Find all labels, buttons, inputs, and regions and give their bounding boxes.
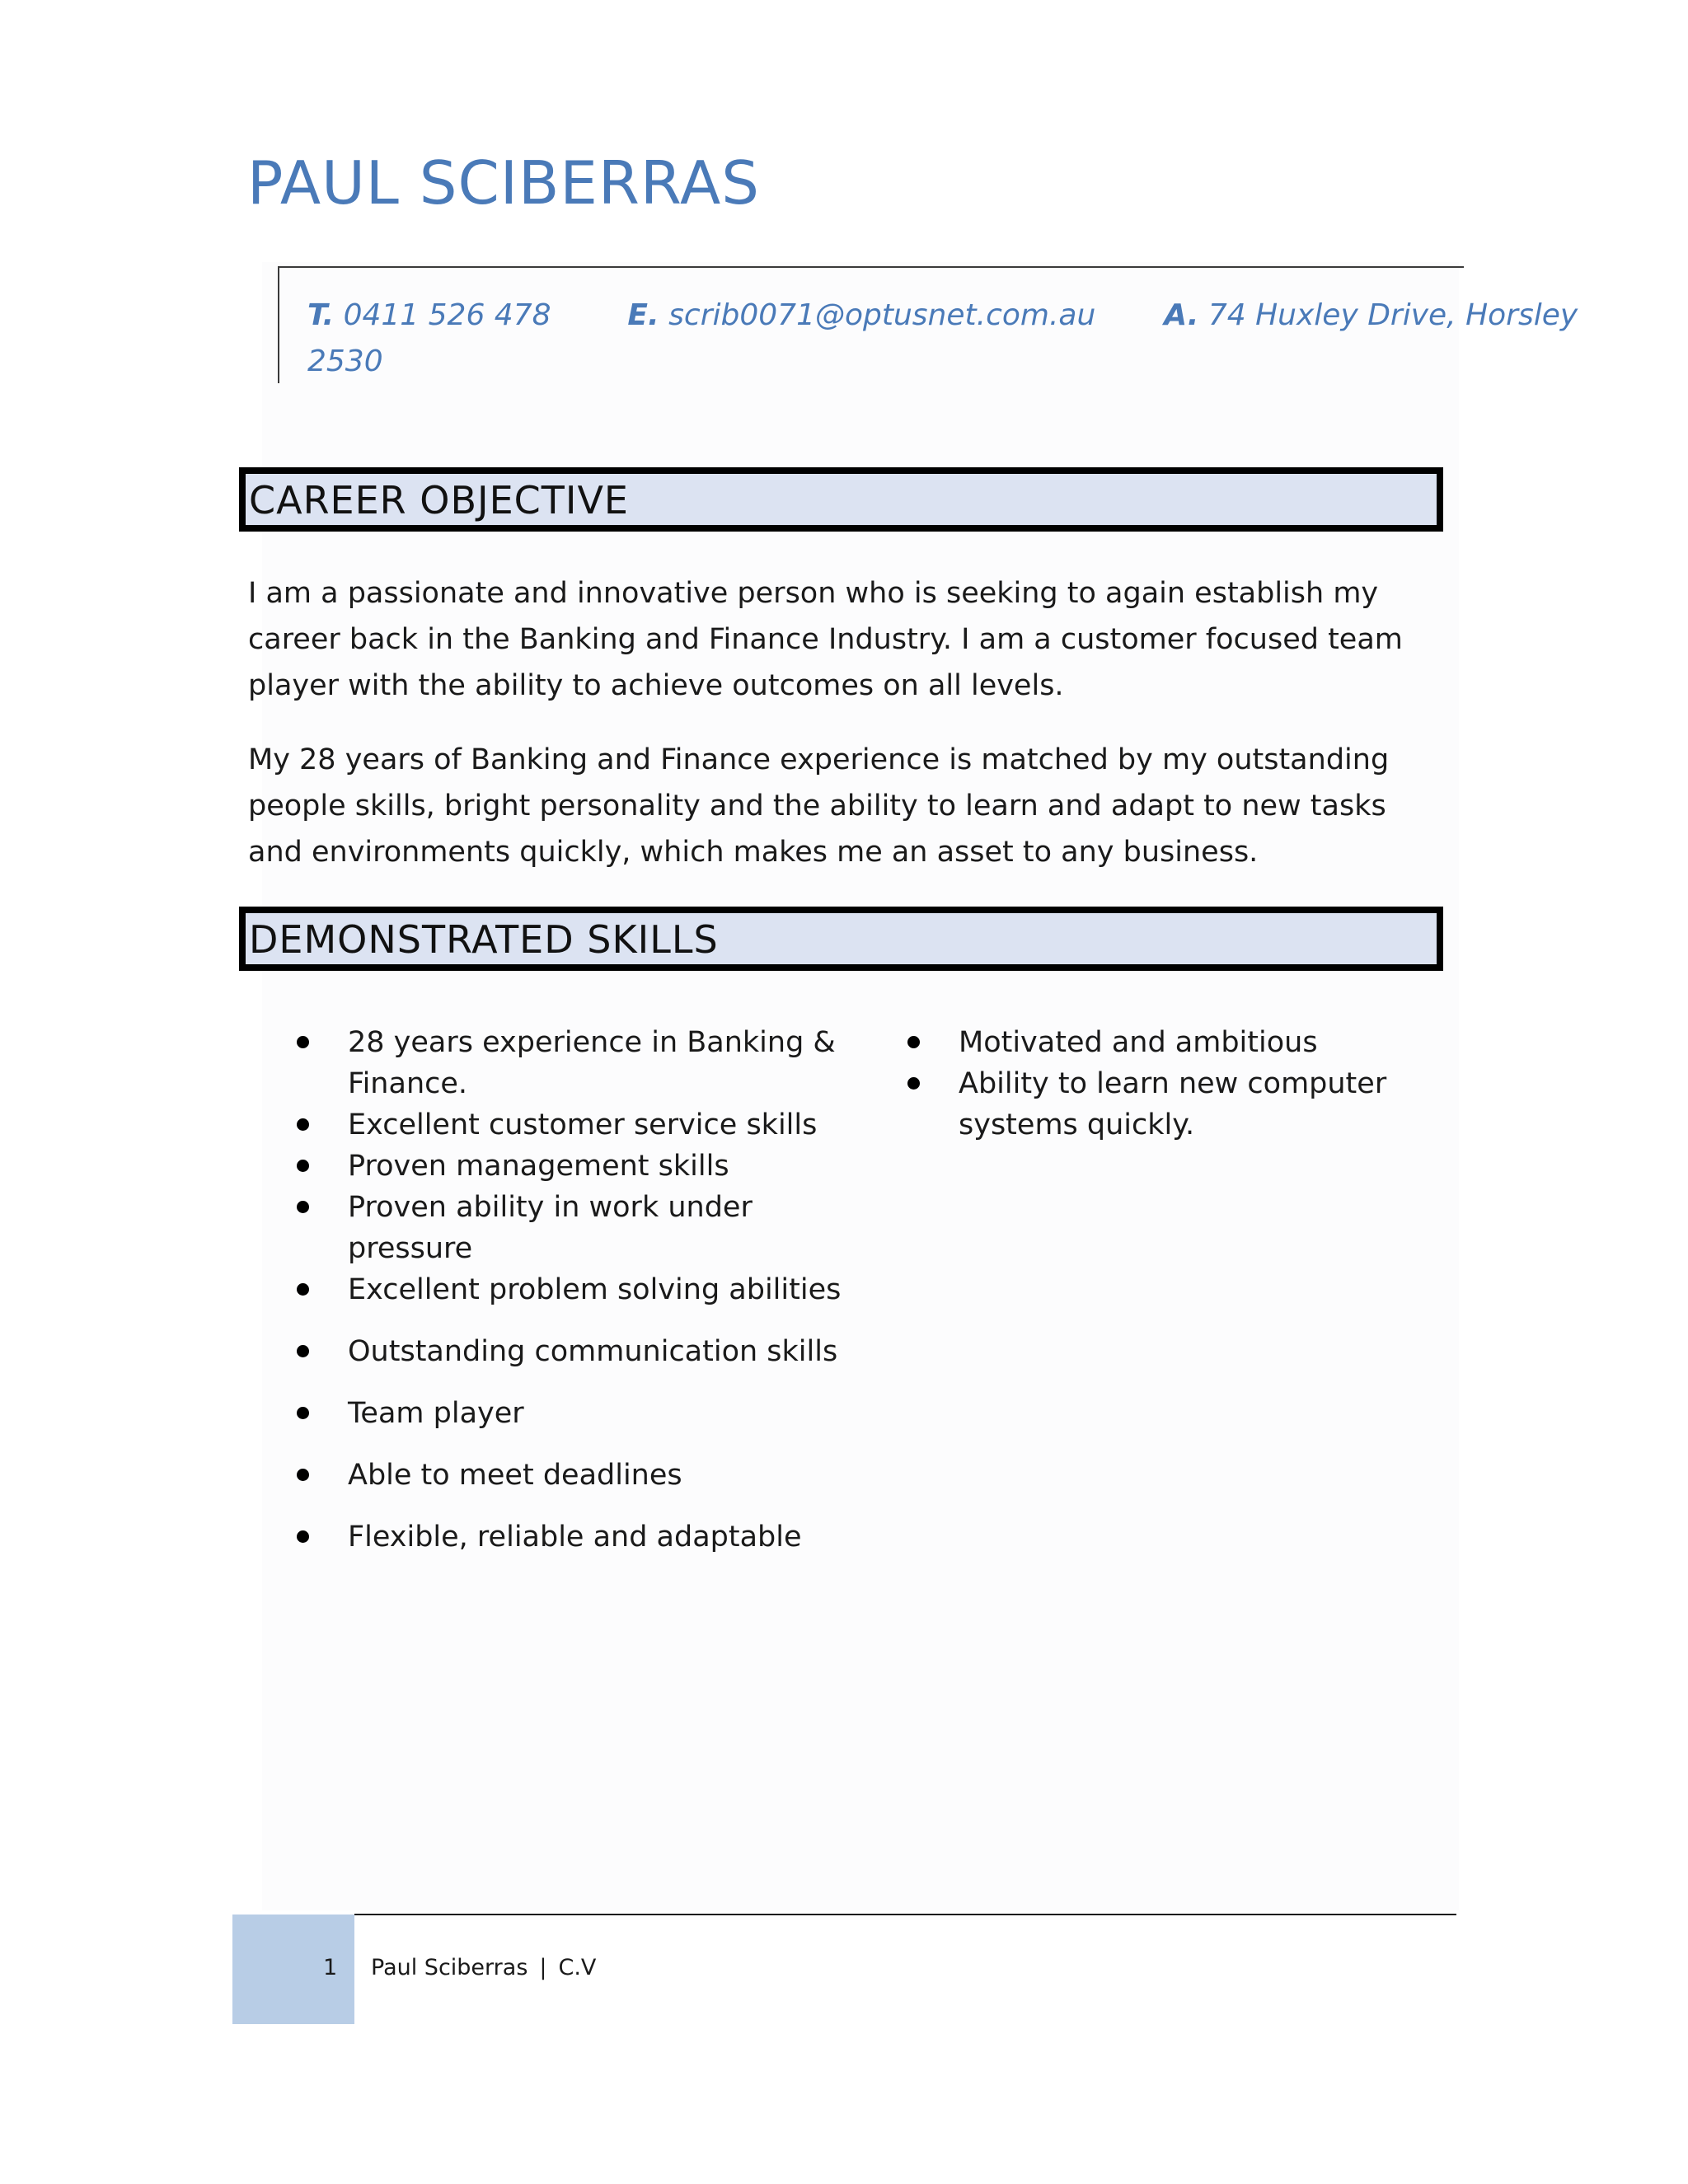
bullet-icon (297, 1407, 309, 1419)
footer-name: Paul Sciberras (371, 1955, 528, 1980)
demonstrated-skills-heading-box (239, 907, 1443, 971)
list-item: Proven management skills (249, 1146, 851, 1187)
address-line-2: 2530 (307, 344, 383, 378)
list-item: 28 years experience in Banking & Finance. (249, 1022, 851, 1104)
list-item: Flexible, reliable and adaptable (249, 1516, 851, 1558)
objective-paragraph-2: My 28 years of Banking and Finance experience is matched by my outstanding people skills, bright personality and the ability to learn and adapt to new tasks and environments quickly, which makes me an asset to any business. (248, 743, 1390, 869)
phone-number: 0411 526 478 (343, 298, 551, 332)
candidate-name: PAUL SCIBERRAS (247, 148, 760, 218)
list-item: Outstanding communication skills (249, 1331, 851, 1372)
career-objective-heading: CAREER OBJECTIVE (249, 478, 629, 523)
bullet-icon (297, 1345, 309, 1357)
list-item: Able to meet deadlines (249, 1455, 851, 1496)
phone-label: T. (307, 298, 335, 332)
list-item: Excellent customer service skills (249, 1104, 851, 1146)
bullet-icon (907, 1077, 920, 1090)
bullet-icon (297, 1201, 309, 1213)
list-item: Motivated and ambitious (860, 1022, 1437, 1063)
page-number: 1 (323, 1955, 338, 1980)
footer-doc-label: C.V (558, 1955, 597, 1980)
objective-paragraph-1: I am a passionate and innovative person who is seeking to again establish my career back in the Banking and Finance Industry. I am a customer focused team player with the ability to achieve outcomes on all levels. (248, 577, 1403, 702)
footer-separator: | (539, 1955, 547, 1980)
contact-line (307, 293, 1578, 339)
bullet-icon (297, 1036, 309, 1048)
footer-divider (354, 1914, 1456, 1915)
skills-list-left (249, 1022, 851, 1558)
career-objective-heading-box (239, 467, 1443, 532)
list-item: Proven ability in work under pressure (249, 1187, 851, 1269)
bullet-icon (297, 1469, 309, 1481)
footer-text (371, 1952, 596, 1985)
address-line-1: 74 Huxley Drive, Horsley (1207, 298, 1578, 332)
bullet-icon (907, 1036, 920, 1048)
email-address: scrib0071@optusnet.com.au (668, 298, 1096, 332)
bullet-icon (297, 1530, 309, 1543)
bullet-icon (297, 1160, 309, 1172)
list-item: Excellent problem solving abilities (249, 1269, 851, 1310)
bullet-icon (297, 1118, 309, 1131)
demonstrated-skills-heading: DEMONSTRATED SKILLS (249, 917, 719, 962)
list-item: Team player (249, 1393, 851, 1434)
skills-list-right (860, 1022, 1437, 1146)
email-label: E. (627, 298, 659, 332)
list-item: Ability to learn new computer systems quickly. (860, 1063, 1437, 1146)
address-label: A. (1164, 298, 1199, 332)
bullet-icon (297, 1283, 309, 1296)
